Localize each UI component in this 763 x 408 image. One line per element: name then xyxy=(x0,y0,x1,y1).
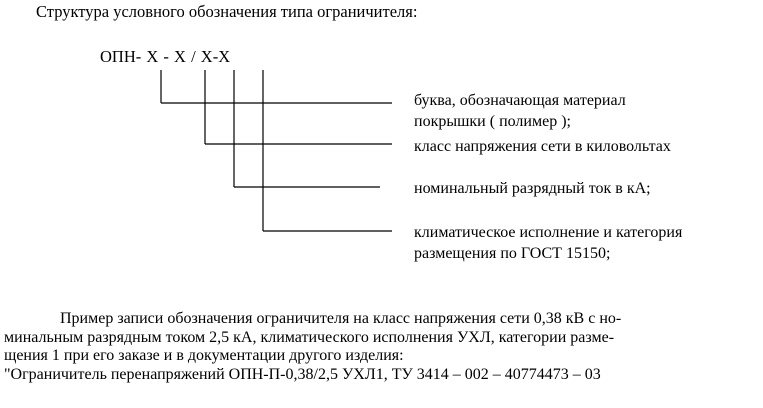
legend-climatic xyxy=(414,222,682,264)
legend-discharge-current xyxy=(414,178,651,199)
example-line-1: Пример записи обозначения ограничителя на класс напряжения сети 0,38 кВ с но- xyxy=(60,310,622,327)
legend-current-line-1: номинальный разрядный ток в кА; xyxy=(414,180,651,197)
example-line-2: минальным разрядным током 2,5 кА, климатического исполнения УХЛ, категории разме- xyxy=(4,328,615,346)
legend-material-line-1: буква, обозначающая материал xyxy=(414,92,626,109)
legend-voltage-line-1: класс напряжения сети в киловольтах xyxy=(414,138,671,155)
example-paragraph xyxy=(4,310,756,384)
legend-material-line-2: покрышки ( полимер ); xyxy=(414,113,571,130)
legend-voltage-class xyxy=(414,136,671,157)
example-line-3: щения 1 при его заказе и в документации другого изделия: xyxy=(4,347,404,364)
example-line-4: "Ограничитель перенапряжений ОПН-П-0,38/2,5 УХЛ1, ТУ 3414 – 002 – 40774473 – 03 xyxy=(4,365,601,383)
legend-climatic-line-2: размещения по ГОСТ 15150; xyxy=(414,245,611,262)
designation-formula: ОПН- X - X / X-X xyxy=(100,47,231,66)
legend-material xyxy=(414,90,626,132)
structure-heading: Структура условного обозначения типа ограничителя: xyxy=(36,2,418,21)
legend-climatic-line-1: климатическое исполнение и категория xyxy=(414,224,683,241)
